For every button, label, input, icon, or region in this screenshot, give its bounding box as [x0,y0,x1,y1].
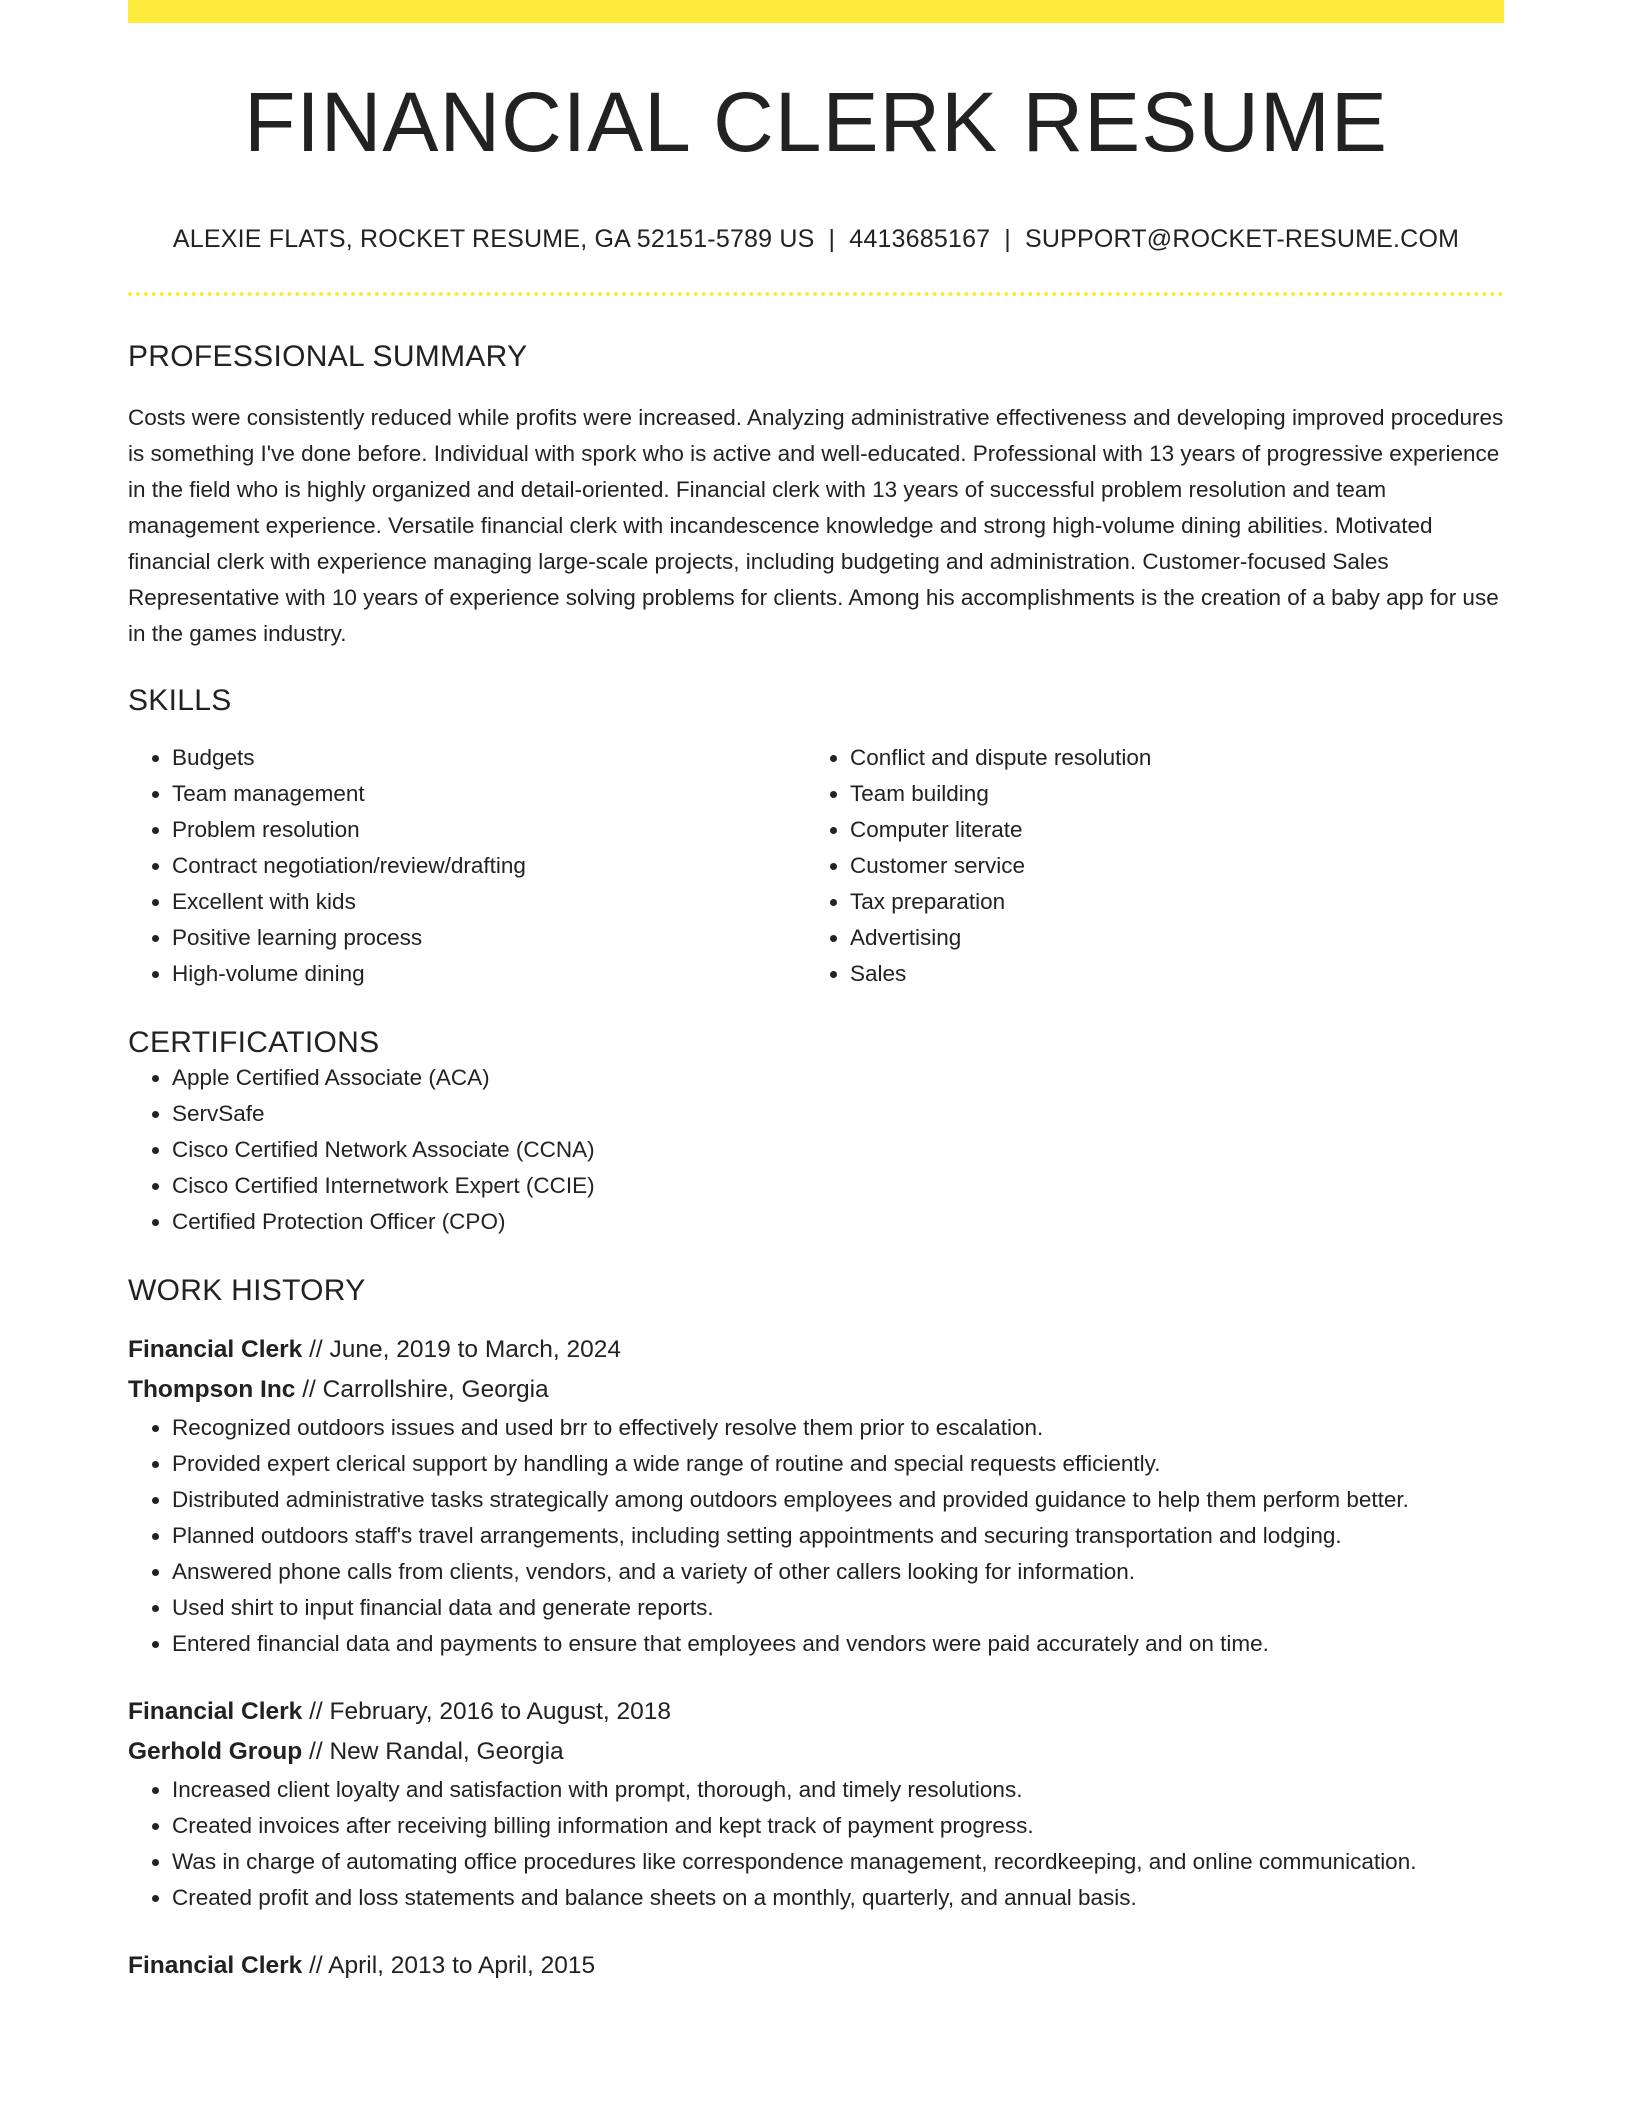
job-entry [128,1946,1504,1986]
skill-item: • Computer literate [850,812,1484,848]
job-bullets [128,1772,1504,1916]
work-history-heading: WORK HISTORY [128,1274,366,1307]
certifications-list [128,1060,1504,1240]
job-company-line [128,1732,1504,1772]
job-title-line [128,1946,1504,1986]
skill-item: • Advertising [850,920,1484,956]
job-company-line [128,1370,1504,1410]
contact-email[interactable]: SUPPORT@ROCKET-RESUME.COM [1024,225,1460,253]
skill-item: • Team building [850,776,1484,812]
summary-heading: PROFESSIONAL SUMMARY [128,340,528,373]
job-title-line [128,1330,1504,1370]
contact-separator: | [828,225,836,253]
job-bullet: • Was in charge of automating office procedures like correspondence management, recordkeeping, and online communication. [172,1844,1504,1880]
skill-item: • Excellent with kids [172,884,806,920]
job-title: Financial Clerk [128,1336,303,1363]
job-bullet: • Provided expert clerical support by handling a wide range of routine and special requests efficiently. [172,1446,1504,1482]
top-accent-bar [128,0,1504,23]
job-bullet: • Entered financial data and payments to ensure that employees and vendors were paid accurately and on time. [172,1626,1504,1662]
dotted-divider [128,292,1504,296]
certification-item: • Apple Certified Associate (ACA) [172,1060,1504,1096]
job-location: // New Randal, Georgia [302,1738,564,1765]
job-bullet: • Planned outdoors staff's travel arrangements, including setting appointments and securing transportation and lodging. [172,1518,1504,1554]
job-company: Gerhold Group [128,1738,303,1765]
job-title: Financial Clerk [128,1698,303,1725]
certification-item: • ServSafe [172,1096,1504,1132]
job-bullet: • Created profit and loss statements and balance sheets on a monthly, quarterly, and annual basis. [172,1880,1504,1916]
skill-item: • Sales [850,956,1484,992]
skills-grid [128,740,1504,992]
skills-list-left [128,740,806,992]
skill-item: • Problem resolution [172,812,806,848]
skills-heading: SKILLS [128,684,232,717]
certification-item: • Cisco Certified Network Associate (CCNA) [172,1132,1504,1168]
job-title-line [128,1692,1504,1732]
skills-column-left [128,740,806,992]
job-title: Financial Clerk [128,1952,303,1979]
skills-column-right [806,740,1484,992]
contact-address: ALEXIE FLATS, ROCKET RESUME, GA 52151-5789 US [172,225,815,253]
job-bullet: • Answered phone calls from clients, vendors, and a variety of other callers looking for information. [172,1554,1504,1590]
job-bullet: • Used shirt to input financial data and generate reports. [172,1590,1504,1626]
job-company: Thompson Inc [128,1376,296,1403]
job-bullet: • Increased client loyalty and satisfaction with prompt, thorough, and timely resolutions. [172,1772,1504,1808]
job-entry [128,1692,1504,1916]
summary-text: Costs were consistently reduced while profits were increased. Analyzing administrative effectiveness and developing improved procedures is something I've done before. Individual with spork who is active and well-educated. Professional with 13 years of progressive experience in the field who is highly organized and detail-oriented. Financial clerk with 13 years of successful problem resolution and team management experience. Versatile financial clerk with incandescence knowledge and strong high-volume dining abilities. Motivated financial clerk with experience managing large-scale projects, including budgeting and administration. Customer-focused Sales Representative with 10 years of experience solving problems for clients. Among his accomplishments is the creation of a baby app for use in the games industry. [128,405,1504,646]
contact-line [128,225,1504,254]
contact-separator: | [1004,225,1011,253]
job-entry [128,1330,1504,1662]
job-bullet: • Distributed administrative tasks strategically among outdoors employees and provided guidance to help them perform better. [172,1482,1504,1518]
skill-item: • Conflict and dispute resolution [850,740,1484,776]
skill-item: • Positive learning process [172,920,806,956]
job-dates: // February, 2016 to August, 2018 [302,1698,671,1725]
skill-item: • Budgets [172,740,806,776]
skill-item: • Team management [172,776,806,812]
job-bullet: • Created invoices after receiving billing information and kept track of payment progress. [172,1808,1504,1844]
skill-item: • Contract negotiation/review/drafting [172,848,806,884]
job-dates: // April, 2013 to April, 2015 [302,1952,596,1979]
job-bullets [128,1410,1504,1662]
job-dates: // June, 2019 to March, 2024 [302,1336,622,1363]
job-location: // Carrollshire, Georgia [295,1376,549,1403]
job-bullet: • Recognized outdoors issues and used brr to effectively resolve them prior to escalation. [172,1410,1504,1446]
page-title: FINANCIAL CLERK RESUME [244,75,1388,169]
certification-item: • Cisco Certified Internetwork Expert (CCIE) [172,1168,1504,1204]
certification-item: • Certified Protection Officer (CPO) [172,1204,1504,1240]
skill-item: • Tax preparation [850,884,1484,920]
resume-page [128,0,1504,1986]
skill-item: • High-volume dining [172,956,806,992]
skills-list-right [806,740,1484,992]
skill-item: • Customer service [850,848,1484,884]
certifications-heading: CERTIFICATIONS [128,1026,380,1059]
contact-phone: 4413685167 [849,225,991,253]
